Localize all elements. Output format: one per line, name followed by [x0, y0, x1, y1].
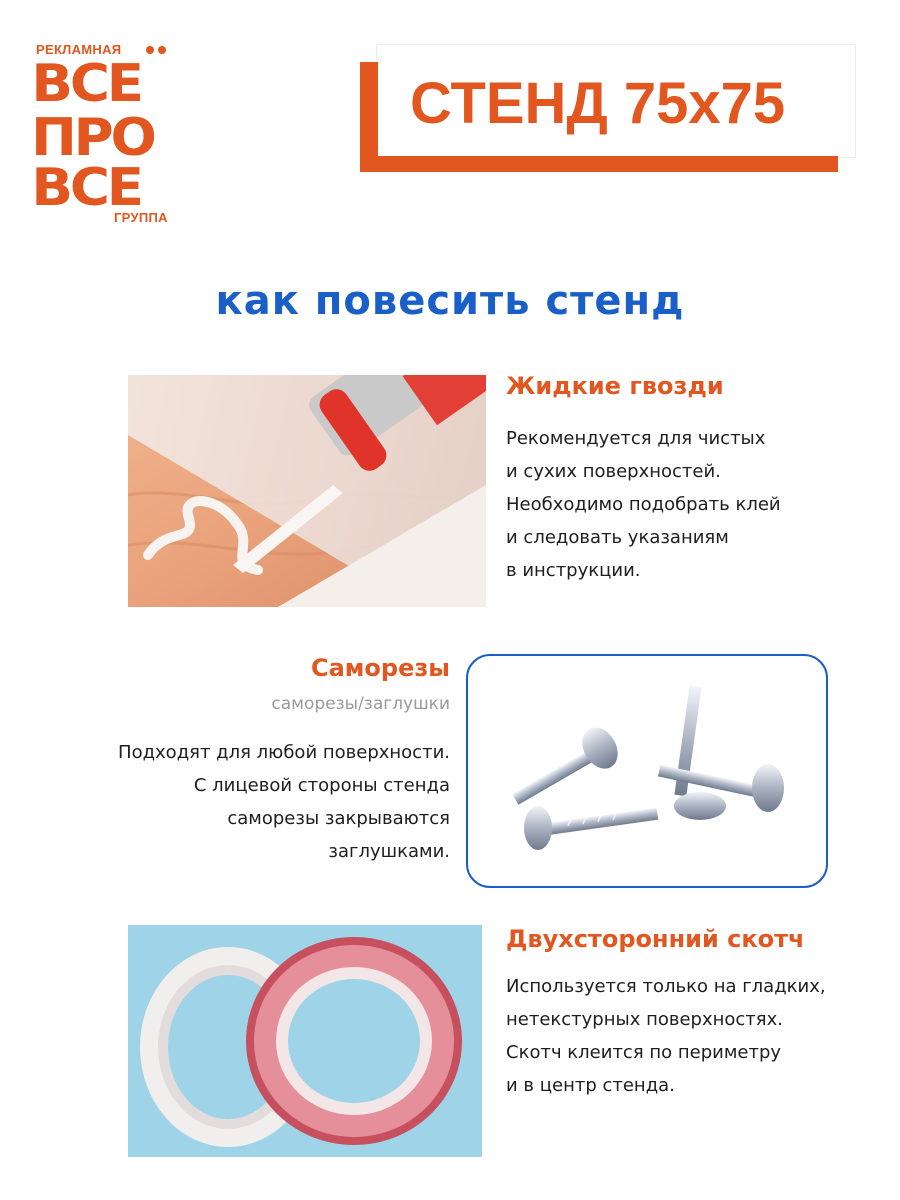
page-heading: как повесить стенд — [215, 278, 685, 324]
double-tape-photo — [128, 925, 482, 1157]
logo-bottom-text: ГРУППА — [114, 210, 168, 225]
title-banner-accent-bottom — [360, 156, 838, 172]
section-subtitle-screws: саморезы/заглушки — [271, 694, 450, 714]
product-title: СТЕНД 75х75 — [410, 71, 786, 136]
section-title-double-tape: Двухсторонний скотч — [506, 925, 805, 953]
text-line: и в центр стенда. — [506, 1075, 675, 1096]
logo-dot — [158, 46, 166, 54]
section-title-screws: Саморезы — [310, 654, 450, 682]
text-line: в инструкции. — [506, 560, 641, 581]
text-line: Скотч клеится по периметру — [506, 1042, 782, 1063]
screws-photo — [466, 654, 828, 888]
text-line: и следовать указаниям — [506, 527, 729, 548]
section-title-liquid-nails: Жидкие гвозди — [506, 372, 724, 400]
text-line: нетекстурных поверхностях. — [506, 1009, 783, 1030]
section-text-screws — [100, 736, 450, 868]
section-text-liquid-nails — [506, 422, 781, 587]
liquid-nails-photo — [128, 375, 486, 607]
logo-row-1: ВСЕ — [31, 54, 141, 114]
text-line: Подходят для любой поверхности. — [118, 742, 450, 763]
text-line: Используется только на гладких, — [506, 976, 826, 997]
section-text-double-tape — [506, 970, 826, 1102]
text-line: Рекомендуется для чистых — [506, 428, 766, 449]
text-line: Необходимо подобрать клей — [506, 494, 781, 515]
company-logo — [28, 40, 188, 230]
logo-row-2: ПРО — [31, 108, 154, 168]
text-line: заглушками. — [328, 841, 450, 862]
text-line: саморезы закрываются — [227, 808, 450, 829]
logo-top-text: РЕКЛАМНАЯ — [36, 42, 122, 57]
logo-dot — [146, 46, 154, 54]
logo-row-3: ВСЕ — [31, 158, 141, 218]
text-line: и сухих поверхностей. — [506, 461, 721, 482]
text-line: С лицевой стороны стенда — [193, 775, 450, 796]
